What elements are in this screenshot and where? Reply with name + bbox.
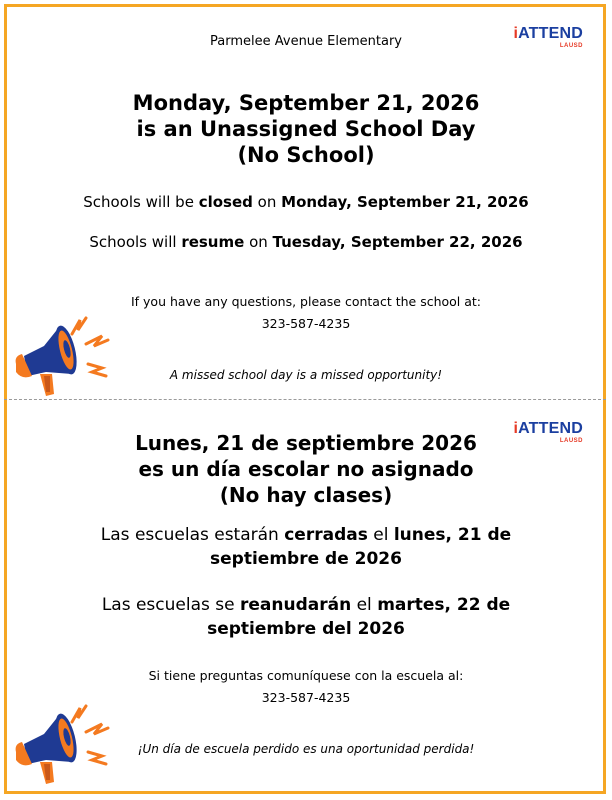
english-contact-text: If you have any questions, please contact the school at: xyxy=(130,294,482,309)
spanish-title-line-3: (No hay clases) xyxy=(219,483,393,507)
english-title xyxy=(0,90,612,168)
spanish-title xyxy=(0,430,612,508)
english-phone: 323-587-4235 xyxy=(261,316,351,331)
english-title-line-1: Monday, September 21, 2026 xyxy=(132,91,480,115)
spanish-phone: 323-587-4235 xyxy=(261,690,351,705)
spanish-closed-line: Las escuelas estarán cerradas el lunes, 21 de septiembre de 2026 xyxy=(100,525,512,569)
school-name: Parmelee Avenue Elementary xyxy=(210,34,402,49)
spanish-motto: ¡Un día de escuela perdido es una oportunidad perdida! xyxy=(137,742,475,756)
spanish-title-line-2: es un día escolar no asignado xyxy=(138,457,474,481)
english-motto: A missed school day is a missed opportunity! xyxy=(169,368,443,382)
spanish-contact-text: Si tiene preguntas comuníquese con la escuela al: xyxy=(148,668,464,683)
attend-logo: iATTEND LAUSD xyxy=(513,25,583,49)
english-title-line-2: is an Unassigned School Day xyxy=(136,117,476,141)
english-title-line-3: (No School) xyxy=(237,143,375,167)
english-resume-line: Schools will resume on Tuesday, September 22, 2026 xyxy=(89,233,523,251)
megaphone-icon xyxy=(10,700,122,790)
spanish-resume-line: Las escuelas se reanudarán el martes, 22 de septiembre del 2026 xyxy=(101,595,511,639)
english-closed-line: Schools will be closed on Monday, September 21, 2026 xyxy=(83,193,529,211)
attend-logo-spanish: iATTEND LAUSD xyxy=(513,420,583,444)
megaphone-icon xyxy=(10,312,122,402)
spanish-title-line-1: Lunes, 21 de septiembre 2026 xyxy=(135,431,477,455)
